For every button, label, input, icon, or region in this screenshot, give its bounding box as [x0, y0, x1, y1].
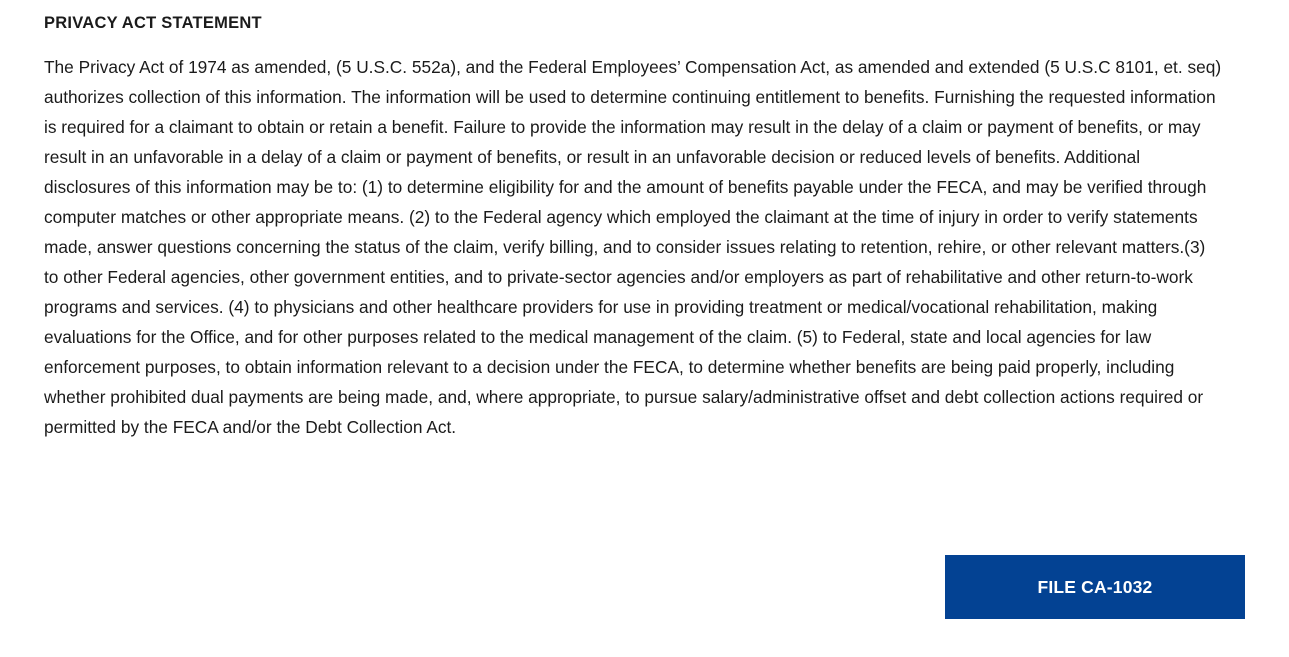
privacy-act-body-text: The Privacy Act of 1974 as amended, (5 U.S.C. 552a), and the Federal Employees’ Compensation Act, as amended and extended (5 U.S.C 8101, et. seq) authorizes collection of this information. The information will be used to determine continuing entitlement to benefits. Furnishing the requested information is required for a claimant to obtain or retain a benefit. Failure to provide the information may result in the delay of a claim or payment of benefits, or may result in an unfavorable in a delay of a claim or payment of benefits, or result in an unfavorable decision or reduced levels of benefits. Additional disclosures of this information may be to: (1) to determine eligibility for and the amount of benefits payable under the FECA, and may be verified through computer matches or other appropriate means. (2) to the Federal agency which employed the claimant at the time of injury in order to verify statements made, answer questions concerning the status of the claim, verify billing, and to consider issues relating to retention, rehire, or other relevant matters.(3) to other Federal agencies, other government entities, and to private-sector agencies and/or employers as part of rehabilitative and other return-to-work programs and services. (4) to physicians and other healthcare providers for use in providing treatment or medical/vocational rehabilitation, making evaluations for the Office, and for other purposes related to the medical management of the claim. (5) to Federal, state and local agencies for law enforcement purposes, to obtain information relevant to a decision under the FECA, to determine whether benefits are being paid properly, including whether prohibited dual payments are being made, and, where appropriate, to pursue salary/administrative offset and debt collection actions required or permitted by the FECA and/or the Debt Collection Act. [44, 56, 1222, 437]
file-ca-1032-button[interactable]: FILE CA-1032 [945, 555, 1245, 619]
action-row [44, 555, 1245, 619]
page-title: PRIVACY ACT STATEMENT [44, 14, 262, 32]
